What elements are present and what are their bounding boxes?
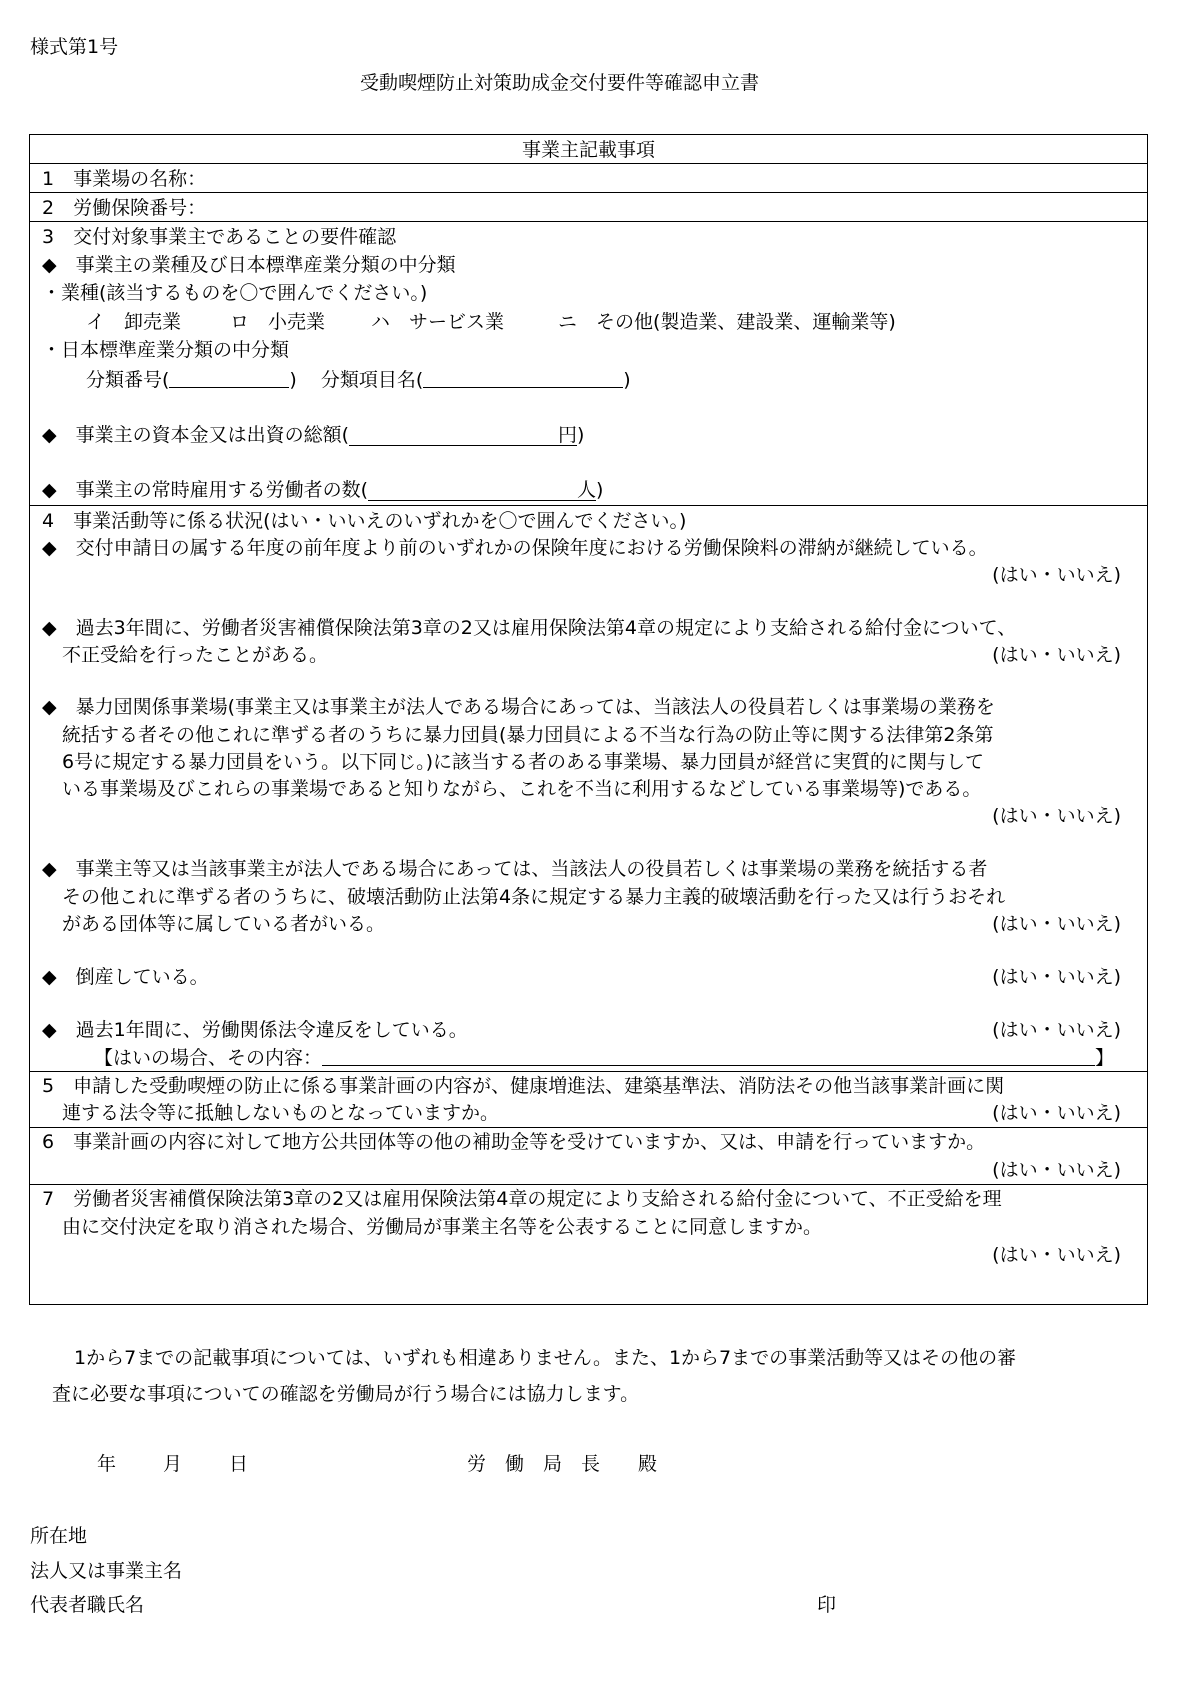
workers-label: ◆ 事業主の常時雇用する労働者の数( xyxy=(42,479,369,501)
answer-choice[interactable]: (はい・いいえ) xyxy=(992,966,1121,988)
divider xyxy=(30,1184,1147,1185)
section5-text: 5 申請した受動喫煙の防止に係る事業計画の内容が、健康増進法、建築基準法、消防法その他当該事業計画に関 xyxy=(42,1075,1005,1097)
question-3-cont: 統括する者その他これに準ずる者のうちに暴力団員(暴力団員による不当な行為の防止等に関する法律第2条第 xyxy=(62,724,994,746)
jsic-label: ・日本標準産業分類の中分類 xyxy=(42,339,290,361)
question-2: ◆ 過去3年間に、労働者災害補償保険法第3章の2又は雇用保険法第4章の規定により支給される給付金について、 xyxy=(42,617,1017,639)
question-5: ◆ 倒産している。 xyxy=(42,966,209,988)
answer-choice[interactable]: (はい・いいえ) xyxy=(992,805,1121,827)
question-4-cont: その他これに準ずる者のうちに、破壊活動防止法第4条に規定する暴力主義的破壊活動を行った又は行うおそれ xyxy=(62,886,1006,908)
answer-choice[interactable]: (はい・いいえ) xyxy=(992,913,1121,935)
paren-close: ) xyxy=(623,369,631,391)
paren-close: ) xyxy=(289,369,297,391)
answer-choice[interactable]: (はい・いいえ) xyxy=(992,564,1121,586)
industry-option-retail[interactable]: ロ 小売業 xyxy=(230,311,326,333)
divider xyxy=(30,1071,1147,1072)
class-number-input[interactable] xyxy=(169,369,289,388)
bracket-close: 】 xyxy=(1095,1047,1115,1069)
paren-close: ) xyxy=(577,424,585,446)
capital-field xyxy=(42,426,584,446)
industry-heading: ◆ 事業主の業種及び日本標準産業分類の中分類 xyxy=(42,254,456,276)
date-month[interactable]: 月 xyxy=(163,1453,183,1475)
paren-close: ) xyxy=(596,479,604,501)
form-table xyxy=(29,134,1148,1305)
class-number-label: 分類番号( xyxy=(86,369,170,391)
divider xyxy=(30,192,1147,193)
violation-detail-field xyxy=(94,1047,1114,1068)
question-3-cont: 6号に規定する暴力団員をいう。以下同じ。)に該当する者のある事業場、暴力団員が経営に実質的に関与して xyxy=(62,751,985,773)
answer-choice[interactable]: (はい・いいえ) xyxy=(992,1102,1121,1124)
addressee: 労 働 局 長 殿 xyxy=(467,1453,658,1475)
divider xyxy=(30,505,1147,506)
class-name-input[interactable] xyxy=(423,369,623,388)
divider xyxy=(30,221,1147,222)
table-header: 事業主記載事項 xyxy=(521,139,655,161)
form-number: 様式第1号 xyxy=(30,36,119,58)
capital-label: ◆ 事業主の資本金又は出資の総額( xyxy=(42,424,350,446)
date-day[interactable]: 日 xyxy=(229,1453,249,1475)
classification-fields xyxy=(86,369,631,390)
divider xyxy=(30,163,1147,164)
section3-title: 3 交付対象事業主であることの要件確認 xyxy=(42,226,397,248)
date-year[interactable]: 年 xyxy=(97,1453,117,1475)
answer-choice[interactable]: (はい・いいえ) xyxy=(992,1159,1121,1181)
section6-text: 6 事業計画の内容に対して地方公共団体等の他の補助金等を受けていますか、又は、申請を行っていますか。 xyxy=(42,1131,986,1153)
industry-label: ・業種(該当するものを〇で囲んでください。) xyxy=(42,282,428,304)
answer-choice[interactable]: (はい・いいえ) xyxy=(992,644,1121,666)
capital-input[interactable]: 円 xyxy=(349,426,577,446)
section7-text-cont: 由に交付決定を取り消された場合、労働局が事業主名等を公表することに同意しますか。 xyxy=(62,1216,823,1238)
violation-detail-input[interactable] xyxy=(322,1047,1095,1066)
section5-text-cont: 連する法令等に抵触しないものとなっていますか。 xyxy=(62,1102,500,1124)
section4-title: 4 事業活動等に係る状況(はい・いいえのいずれかを〇で囲んでください。) xyxy=(42,510,687,532)
question-3: ◆ 暴力団関係事業場(事業主又は事業主が法人である場合にあっては、当該法人の役員若しくは事業場の業務を xyxy=(42,696,995,718)
industry-option-wholesale[interactable]: イ 卸売業 xyxy=(86,311,182,333)
workers-field xyxy=(42,481,603,501)
declaration-line-2: 査に必要な事項についての確認を労働局が行う場合には協力します。 xyxy=(52,1383,640,1405)
representative-label: 代表者職氏名 xyxy=(30,1594,145,1616)
answer-choice[interactable]: (はい・いいえ) xyxy=(992,1244,1121,1266)
business-name-field[interactable]: 1 事業場の名称： xyxy=(42,168,207,190)
declaration-line-1: 1から7までの記載事項については、いずれも相違ありません。また、1から7までの事業活動等又はその他の審 xyxy=(74,1347,1017,1369)
divider xyxy=(30,1127,1147,1128)
industry-option-other[interactable]: ニ その他(製造業、建設業、運輸業等) xyxy=(558,311,896,333)
seal-mark: 印 xyxy=(817,1594,837,1616)
document-title: 受動喫煙防止対策助成金交付要件等確認申立書 xyxy=(360,72,760,94)
workers-input[interactable]: 人 xyxy=(368,481,596,501)
question-1: ◆ 交付申請日の属する年度の前年度より前のいずれかの保険年度における労働保険料の滞納が継続している。 xyxy=(42,537,988,559)
question-4-cont: がある団体等に属している者がいる。 xyxy=(62,913,386,935)
question-4: ◆ 事業主等又は当該事業主が法人である場合にあっては、当該法人の役員若しくは事業場の業務を統括する者 xyxy=(42,858,988,880)
question-3-cont: いる事業場及びこれらの事業場であると知りながら、これを不当に利用するなどしている事業場等)である。 xyxy=(62,778,982,800)
violation-detail-label: 【はいの場合、その内容： xyxy=(94,1047,323,1069)
address-label: 所在地 xyxy=(30,1525,88,1547)
industry-option-service[interactable]: ハ サービス業 xyxy=(371,311,505,333)
question-2-cont: 不正受給を行ったことがある。 xyxy=(62,644,329,666)
section7-text: 7 労働者災害補償保険法第3章の2又は雇用保険法第4章の規定により支給される給付金について、不正受給を理 xyxy=(42,1188,1002,1210)
labor-insurance-number-field[interactable]: 2 労働保険番号： xyxy=(42,197,207,219)
question-6: ◆ 過去1年間に、労働関係法令違反をしている。 xyxy=(42,1019,468,1041)
class-name-label: 分類項目名( xyxy=(320,369,424,391)
answer-choice[interactable]: (はい・いいえ) xyxy=(992,1019,1121,1041)
company-name-label: 法人又は事業主名 xyxy=(30,1560,183,1582)
